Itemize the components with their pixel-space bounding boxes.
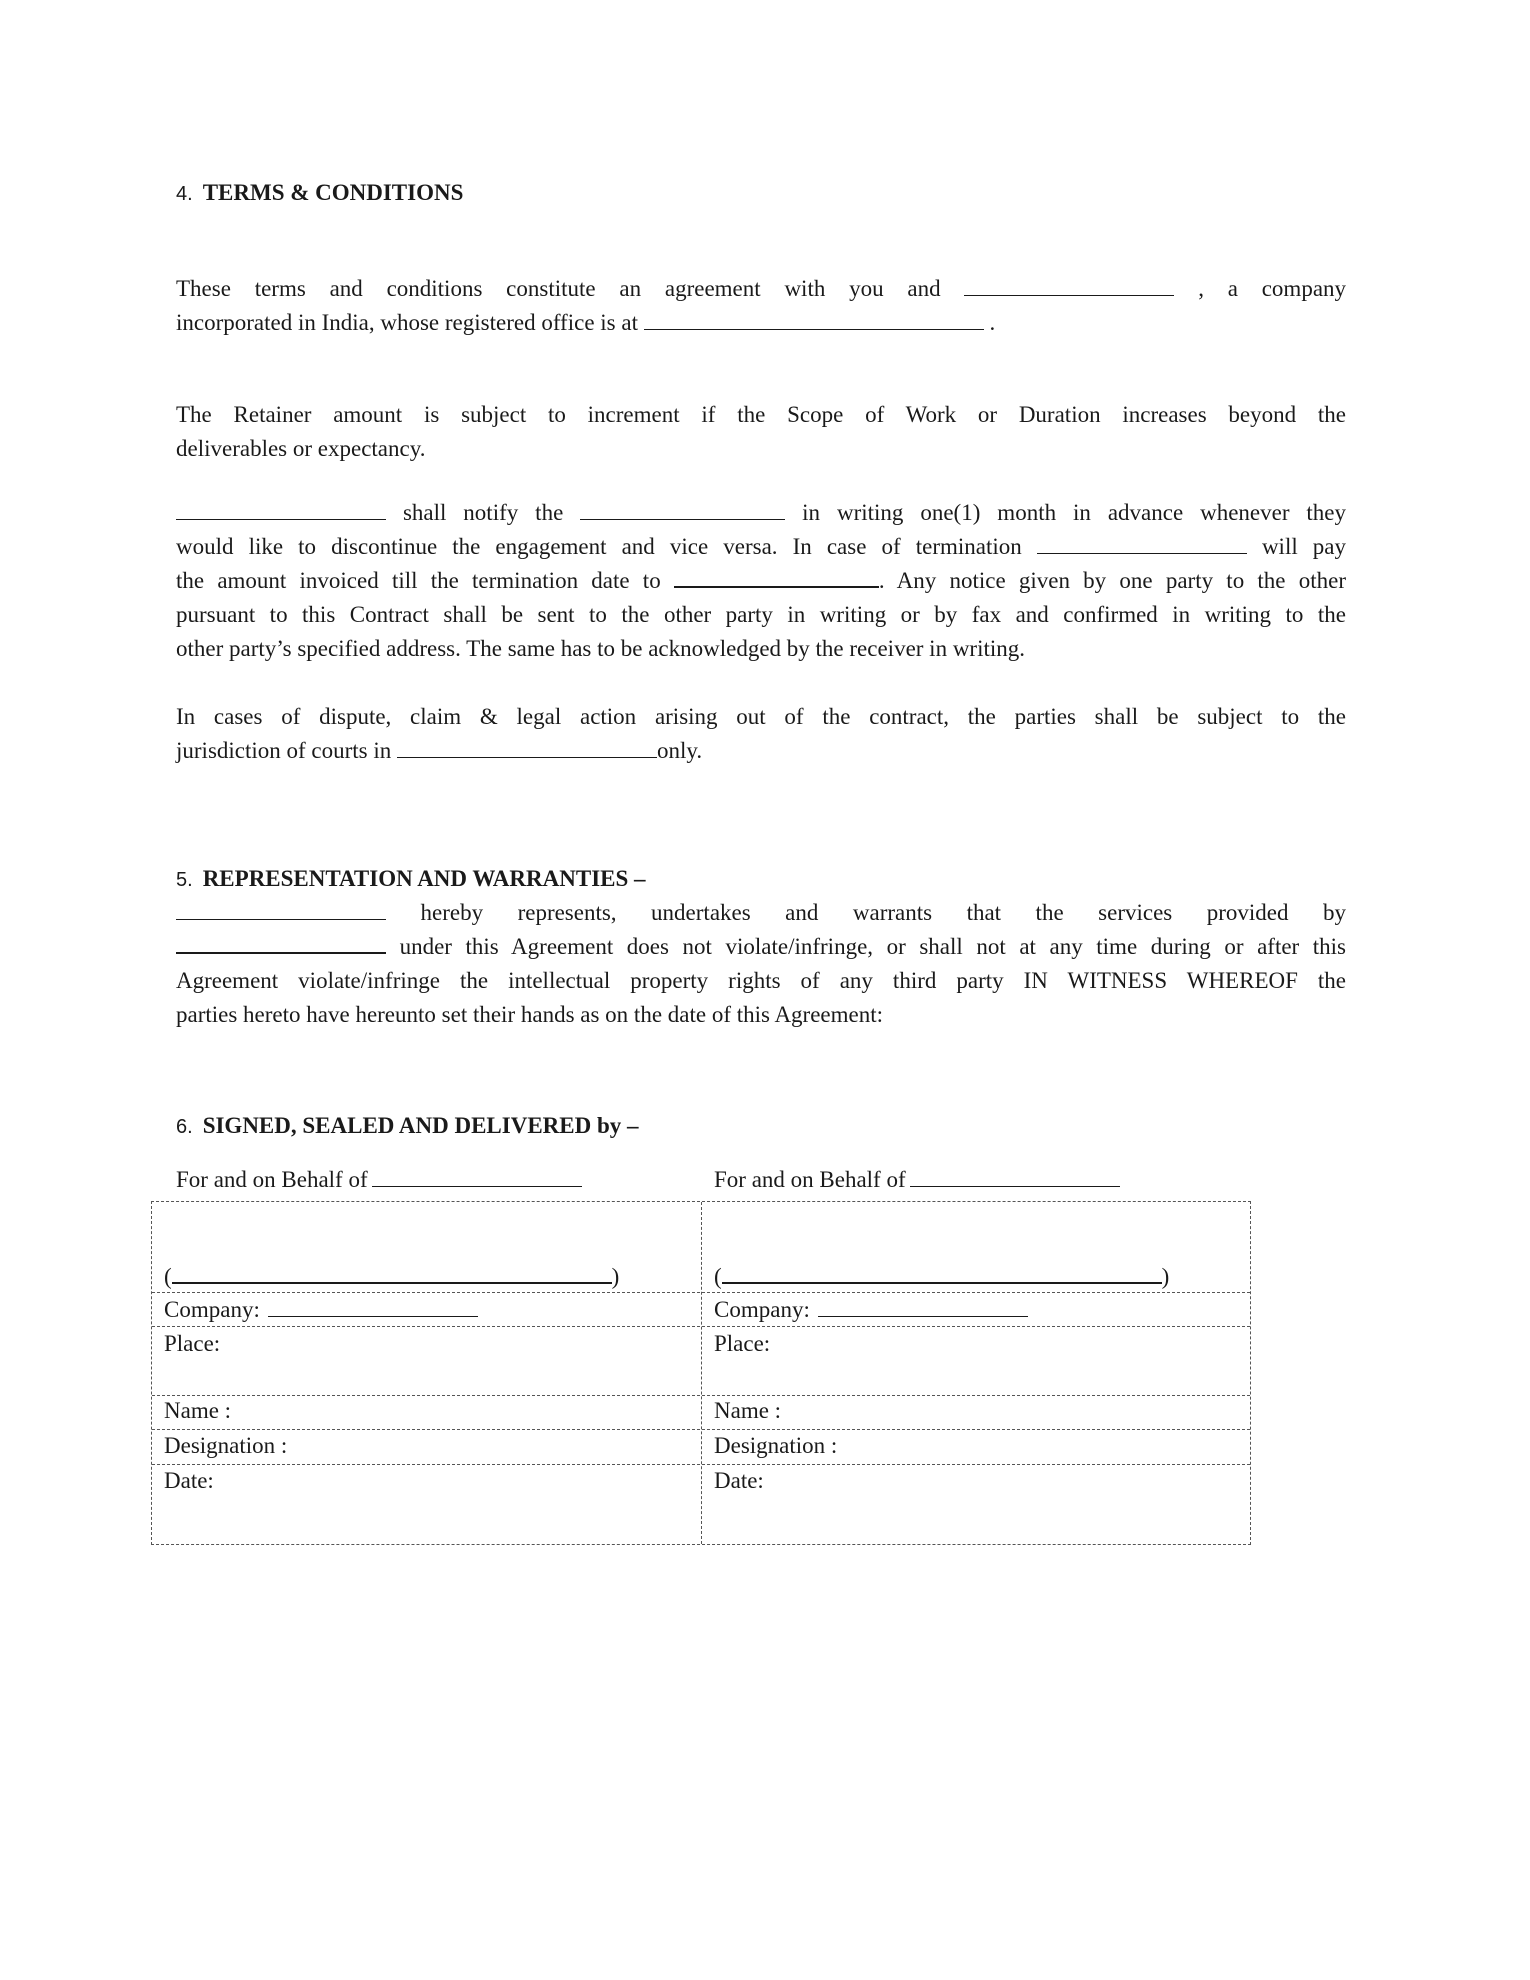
blank-payee[interactable] bbox=[674, 566, 879, 588]
company-field-left bbox=[164, 1296, 478, 1323]
company-field-right bbox=[714, 1296, 1028, 1323]
text-line: pursuant to this Contract shall be sent to the other party in writing or by fax and confirmed in writing to the bbox=[176, 602, 1346, 627]
blank-party-2[interactable] bbox=[580, 499, 785, 520]
behalf-label: For and on Behalf of bbox=[176, 1167, 368, 1192]
section-number: 4. bbox=[176, 183, 193, 205]
signature-blank[interactable] bbox=[172, 1260, 612, 1284]
designation-label-left: Designation : bbox=[164, 1433, 288, 1458]
date-label-right: Date: bbox=[714, 1468, 764, 1493]
text-fragment: incorporated in India, whose registered office is at bbox=[176, 310, 638, 335]
terms-paragraph-1 bbox=[176, 272, 1346, 340]
text-fragment: will pay bbox=[1261, 534, 1347, 559]
blank-representing-party[interactable] bbox=[176, 899, 386, 920]
text-line bbox=[176, 306, 1346, 340]
designation-label-right: Designation : bbox=[714, 1433, 838, 1458]
blank-behalf-right[interactable] bbox=[910, 1166, 1120, 1187]
text-fragment: hereby represents, undertakes and warrants that the services provided by bbox=[420, 900, 1346, 925]
blank-party-1[interactable] bbox=[176, 499, 386, 520]
section-number: 5. bbox=[176, 869, 193, 891]
text-line: Agreement violate/infringe the intellectual property rights of any third party IN WITNESS WHEREOF the bbox=[176, 968, 1346, 993]
column-divider bbox=[701, 1202, 702, 1544]
signature-line-left[interactable] bbox=[164, 1260, 619, 1290]
text-fragment: the amount invoiced till the termination date to bbox=[176, 568, 661, 593]
blank-company-name[interactable] bbox=[964, 275, 1174, 296]
paren-open: ( bbox=[714, 1264, 722, 1289]
row-divider bbox=[152, 1326, 1250, 1327]
warranties-paragraph bbox=[176, 896, 1346, 1032]
text-fragment: , a company bbox=[1198, 276, 1347, 301]
terms-paragraph-4 bbox=[176, 700, 1346, 768]
section-title: REPRESENTATION AND WARRANTIES – bbox=[202, 866, 646, 891]
text-line bbox=[176, 496, 1346, 530]
text-line: The Retainer amount is subject to increment if the Scope of Work or Duration increases beyond the bbox=[176, 402, 1346, 427]
behalf-label: For and on Behalf of bbox=[714, 1167, 906, 1192]
text-line: deliverables or expectancy. bbox=[176, 436, 426, 461]
row-divider bbox=[152, 1292, 1250, 1293]
text-line bbox=[176, 272, 1346, 306]
blank-service-provider[interactable] bbox=[176, 932, 386, 954]
section-title: TERMS & CONDITIONS bbox=[202, 180, 464, 205]
blank-jurisdiction[interactable] bbox=[397, 737, 657, 758]
blank-registered-office[interactable] bbox=[644, 309, 984, 330]
text-line: parties hereto have hereunto set their hands as on the date of this Agreement: bbox=[176, 1002, 884, 1027]
text-line bbox=[176, 734, 1346, 768]
signature-table bbox=[151, 1201, 1251, 1545]
behalf-right bbox=[714, 1166, 1120, 1193]
behalf-left bbox=[176, 1166, 582, 1193]
text-fragment: . Any notice given by one party to the other bbox=[878, 568, 1346, 593]
text-line bbox=[176, 930, 1346, 964]
text-fragment: only. bbox=[657, 738, 703, 763]
company-label: Company: bbox=[714, 1297, 810, 1322]
text-line: other party’s specified address. The same has to be acknowledged by the receiver in writing. bbox=[176, 636, 1026, 661]
text-fragment: These terms and conditions constitute an agreement with you and bbox=[176, 276, 941, 301]
signature-blank[interactable] bbox=[722, 1260, 1162, 1284]
blank-company-right[interactable] bbox=[818, 1296, 1028, 1317]
name-label-left: Name : bbox=[164, 1398, 232, 1423]
blank-company-left[interactable] bbox=[268, 1296, 478, 1317]
section-title: SIGNED, SEALED AND DELIVERED by – bbox=[202, 1113, 639, 1138]
text-fragment: jurisdiction of courts in bbox=[176, 738, 392, 763]
text-line bbox=[176, 564, 1346, 598]
terms-paragraph-3 bbox=[176, 496, 1346, 666]
paren-close: ) bbox=[611, 1264, 620, 1289]
section-5-heading bbox=[176, 866, 646, 892]
paren-close: ) bbox=[1161, 1264, 1170, 1289]
section-6-heading bbox=[176, 1113, 639, 1139]
text-fragment: under this Agreement does not violate/infringe, or shall not at any time during or after this bbox=[399, 934, 1347, 959]
row-divider bbox=[152, 1395, 1250, 1396]
signature-line-right[interactable] bbox=[714, 1260, 1169, 1290]
section-4-heading bbox=[176, 180, 463, 206]
blank-behalf-left[interactable] bbox=[372, 1166, 582, 1187]
company-label: Company: bbox=[164, 1297, 260, 1322]
text-fragment: would like to discontinue the engagement and vice versa. In case of termination bbox=[176, 534, 1022, 559]
date-label-left: Date: bbox=[164, 1468, 214, 1493]
row-divider bbox=[152, 1429, 1250, 1430]
row-divider bbox=[152, 1464, 1250, 1465]
text-line: In cases of dispute, claim & legal action arising out of the contract, the parties shall be subject to the bbox=[176, 704, 1346, 729]
text-fragment: . bbox=[989, 310, 996, 335]
terms-paragraph-2 bbox=[176, 398, 1346, 466]
place-label-right: Place: bbox=[714, 1331, 771, 1356]
name-label-right: Name : bbox=[714, 1398, 782, 1423]
paren-open: ( bbox=[164, 1264, 172, 1289]
place-label-left: Place: bbox=[164, 1331, 221, 1356]
text-line bbox=[176, 530, 1346, 564]
text-line bbox=[176, 896, 1346, 930]
blank-terminating-party[interactable] bbox=[1037, 533, 1247, 554]
text-fragment: in writing one(1) month in advance whenever they bbox=[802, 500, 1347, 525]
text-fragment: shall notify the bbox=[402, 500, 564, 525]
section-number: 6. bbox=[176, 1116, 193, 1138]
